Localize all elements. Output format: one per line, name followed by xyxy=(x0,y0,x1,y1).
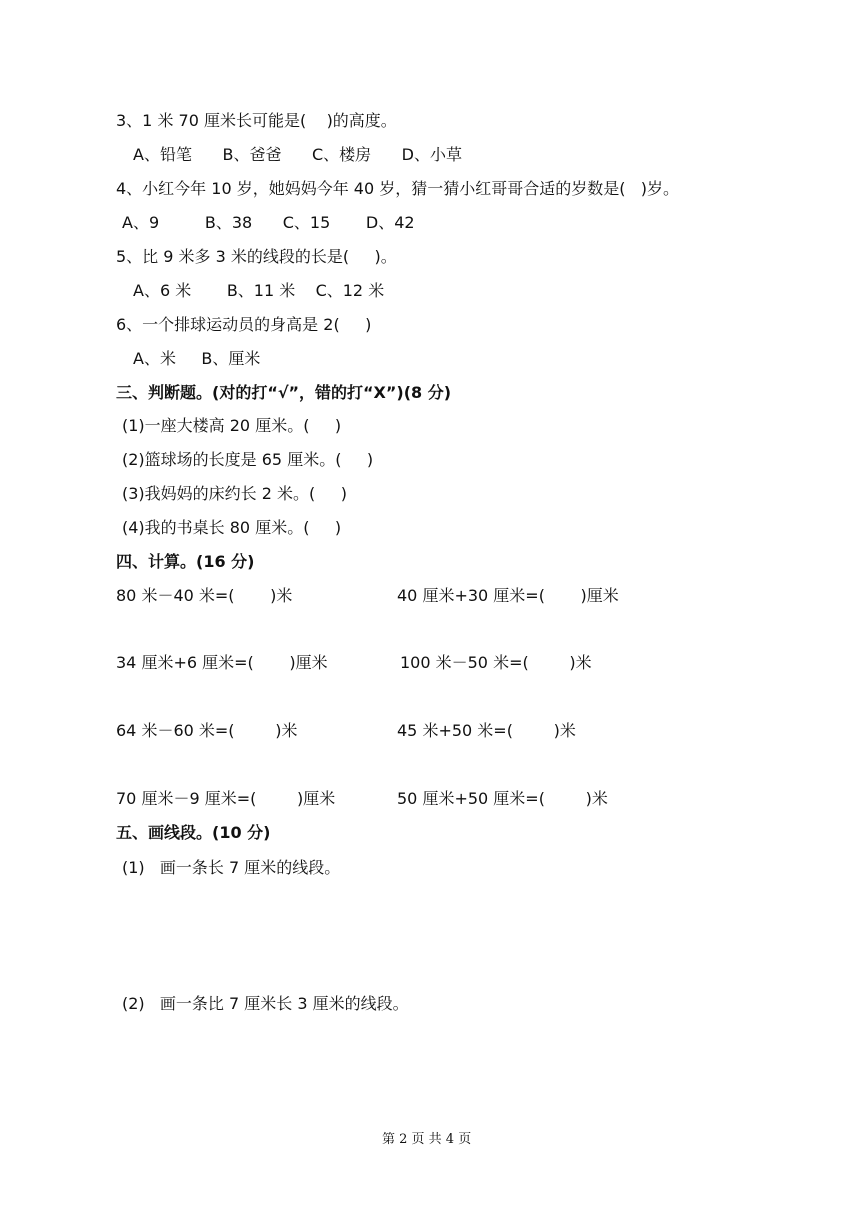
calc-row-2-right: 100 米－50 米=( )米 xyxy=(400,653,592,672)
question-5: 5、比 9 米多 3 米的线段的长是( )。 xyxy=(116,247,397,266)
calc-row-2-left: 34 厘米+6 厘米=( )厘米 xyxy=(116,653,328,672)
judgment-item-3: (3)我妈妈的床约长 2 米。( ) xyxy=(122,484,347,503)
calc-row-3-right: 45 米+50 米=( )米 xyxy=(397,721,576,740)
question-6: 6、一个排球运动员的身高是 2( ) xyxy=(116,315,372,334)
question-3-options: A、铅笔 B、爸爸 C、楼房 D、小草 xyxy=(133,145,462,164)
question-6-options: A、米 B、厘米 xyxy=(133,349,261,368)
question-3: 3、1 米 70 厘米长可能是( )的高度。 xyxy=(116,111,397,130)
judgment-item-2: (2)篮球场的长度是 65 厘米。( ) xyxy=(122,450,374,469)
calc-row-1-left: 80 米－40 米=( )米 xyxy=(116,586,293,605)
section-3-heading: 三、判断题。(对的打“√”，错的打“X”)(8 分) xyxy=(116,383,452,402)
draw-item-1: (1) 画一条长 7 厘米的线段。 xyxy=(122,858,341,877)
section-5-heading: 五、画线段。(10 分) xyxy=(116,823,271,842)
calc-row-1-right: 40 厘米+30 厘米=( )厘米 xyxy=(397,586,619,605)
question-4-options: A、9 B、38 C、15 D、42 xyxy=(122,213,415,232)
page-footer: 第 2 页 共 4 页 xyxy=(382,1132,472,1147)
draw-item-2: (2) 画一条比 7 厘米长 3 厘米的线段。 xyxy=(122,994,409,1013)
calc-row-3-left: 64 米－60 米=( )米 xyxy=(116,721,298,740)
judgment-item-1: (1)一座大楼高 20 厘米。( ) xyxy=(122,416,342,435)
question-5-options: A、6 米 B、11 米 C、12 米 xyxy=(133,281,385,300)
judgment-item-4: (4)我的书桌长 80 厘米。( ) xyxy=(122,518,342,537)
calc-row-4-left: 70 厘米－9 厘米=( )厘米 xyxy=(116,789,336,808)
question-4: 4、小红今年 10 岁，她妈妈今年 40 岁，猜一猜小红哥哥合适的岁数是( )岁。 xyxy=(116,179,679,198)
section-4-heading: 四、计算。(16 分) xyxy=(116,552,255,571)
calc-row-4-right: 50 厘米+50 厘米=( )米 xyxy=(397,789,608,808)
